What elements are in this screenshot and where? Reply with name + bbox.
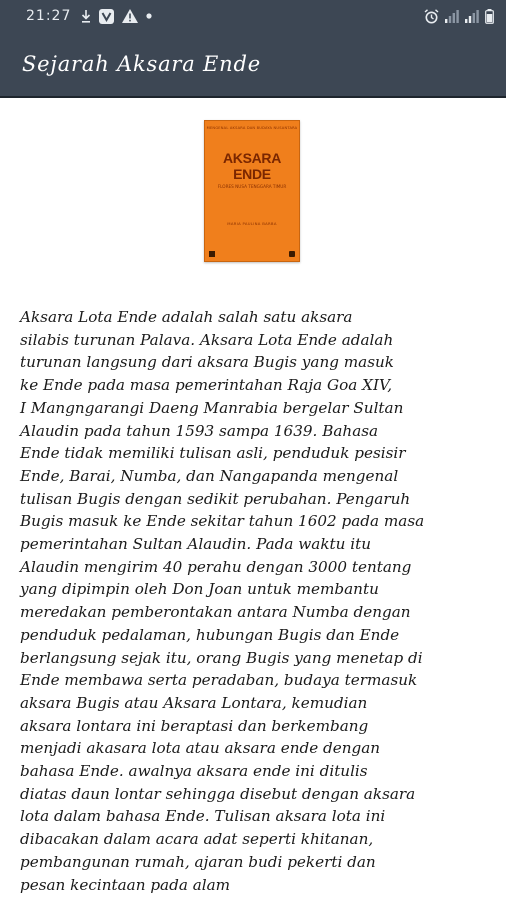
cover-top-text: MENGENAL AKSARA DAN BUDAYA NUSANTARA — [206, 126, 298, 130]
publisher-logo-icon — [289, 251, 295, 257]
app-title: Sejarah Aksara Ende — [22, 52, 261, 76]
battery-icon — [485, 9, 494, 24]
signal-icon — [465, 10, 479, 23]
v-app-icon — [99, 9, 114, 24]
app-bar — [0, 32, 506, 98]
warning-icon — [122, 9, 138, 23]
signal-icon — [445, 10, 459, 23]
download-icon — [81, 10, 91, 23]
alarm-icon — [424, 9, 439, 24]
dot-icon — [146, 13, 152, 19]
book-cover-image — [204, 120, 300, 262]
cover-subtitle: FLORES NUSA TENGGARA TIMUR — [217, 184, 287, 189]
cover-author: MARIA PAULINA BARBA — [227, 221, 277, 226]
cover-title: AKSARA ENDE — [222, 150, 282, 182]
status-time: 21:27 — [26, 8, 72, 24]
status-bar — [0, 0, 506, 32]
article-body: Aksara Lota Ende adalah salah satu aksara silabis turunan Palava. Aksara Lota Ende adalah turunan langsung dari aksara Bugis yang masuk ke Ende pada masa pemerintahan Raja Goa XIV, I Mangngarangi Daeng Manrabia bergelar Sultan Alaudin pada tahun 1593 sampa 1639. Bahasa Ende tidak memiliki tulisan asli, penduduk pesisir Ende, Barai, Numba, dan Nangapanda mengenal tulisan Bugis dengan sedikit perubahan. Pengaruh Bugis masuk ke Ende sekitar tahun 1602 pada masa pemerintahan Sultan Alaudin. Pada waktu itu Alaudin mengirim 40 perahu dengan 3000 tentang yang dipimpin oleh Don Joan untuk membantu meredakan pemberontakan antara Numba dengan penduduk pedalaman, hubungan Bugis dan Ende berlangsung sejak itu, orang Bugis yang menetap di Ende membawa serta peradaban, budaya termasuk aksara Bugis atau Aksara Lontara, kemudian aksara lontara ini beraptasi dan berkembang menjadi akasara lota atau aksara ende dengan bahasa Ende. awalnya aksara ende ini ditulis diatas daun lontar sehingga disebut dengan aksara lota dalam bahasa Ende. Tulisan aksara lota ini dibacakan dalam acara adat seperti khitanan, pembangunan rumah, ajaran budi pekerti dan pesan kecintaan pada alam — [20, 308, 425, 894]
publisher-logo-icon — [209, 251, 215, 257]
